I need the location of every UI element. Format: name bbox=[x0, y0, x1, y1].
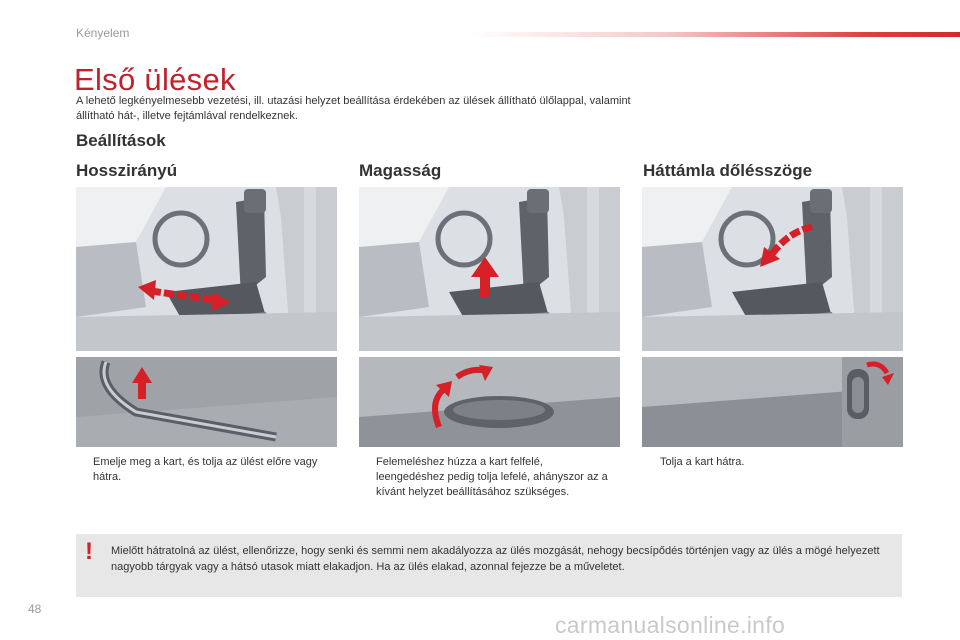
column-title-backrest: Háttámla dőlésszöge bbox=[643, 161, 813, 180]
section-label: Kényelem bbox=[76, 26, 130, 40]
page-number: 48 bbox=[28, 602, 42, 616]
column-title-longitudinal: Hosszirányú bbox=[76, 161, 178, 180]
page-title: Első ülések bbox=[74, 62, 236, 97]
header-gradient-bar bbox=[470, 32, 960, 37]
warning-text: Mielőtt hátratolná az ülést, ellenőrizze, hogy senki és semmi nem akadályozza az ülés mozgását, nehogy becsípődés történjen vagy az ülés a mögé helyezett nagyobb tárgyak vagy a hátsó utasok miatt elakadjon. Ha az ülés elakad, azonnal fejezze be a műveletet. bbox=[111, 545, 880, 573]
caption-text: Emelje meg a kart, és tolja az ülést előre vagy hátra. bbox=[93, 456, 318, 483]
lever-detail-height bbox=[359, 357, 620, 447]
seat-photo-longitudinal bbox=[76, 187, 337, 351]
section-subheading: Beállítások bbox=[76, 131, 166, 150]
seat-photo-height bbox=[359, 187, 620, 351]
watermark: carmanualsonline.info bbox=[555, 612, 786, 638]
warning-box bbox=[76, 534, 902, 597]
caption-longitudinal bbox=[76, 455, 331, 485]
seat-photo-backrest bbox=[642, 187, 903, 351]
column-title-height: Magasság bbox=[359, 161, 442, 180]
caption-text: Felemeléshez húzza a kart felfelé, leengedéshez pedig tolja lefelé, ahányszor az a kívánt helyzet beállításához szükséges. bbox=[376, 456, 608, 498]
caption-backrest bbox=[643, 455, 898, 470]
warning-icon: ! bbox=[85, 538, 93, 565]
caption-text: Tolja a kart hátra. bbox=[660, 456, 745, 468]
caption-height bbox=[359, 455, 614, 500]
lever-detail-longitudinal bbox=[76, 357, 337, 447]
intro-text: A lehető legkényelmesebb vezetési, ill. utazási helyzet beállítása érdekében az ülések állítható ülőlappal, valamint állítható hát-, illetve fejtámlával rendelkeznek. bbox=[76, 95, 631, 122]
lever-detail-backrest bbox=[642, 357, 903, 447]
